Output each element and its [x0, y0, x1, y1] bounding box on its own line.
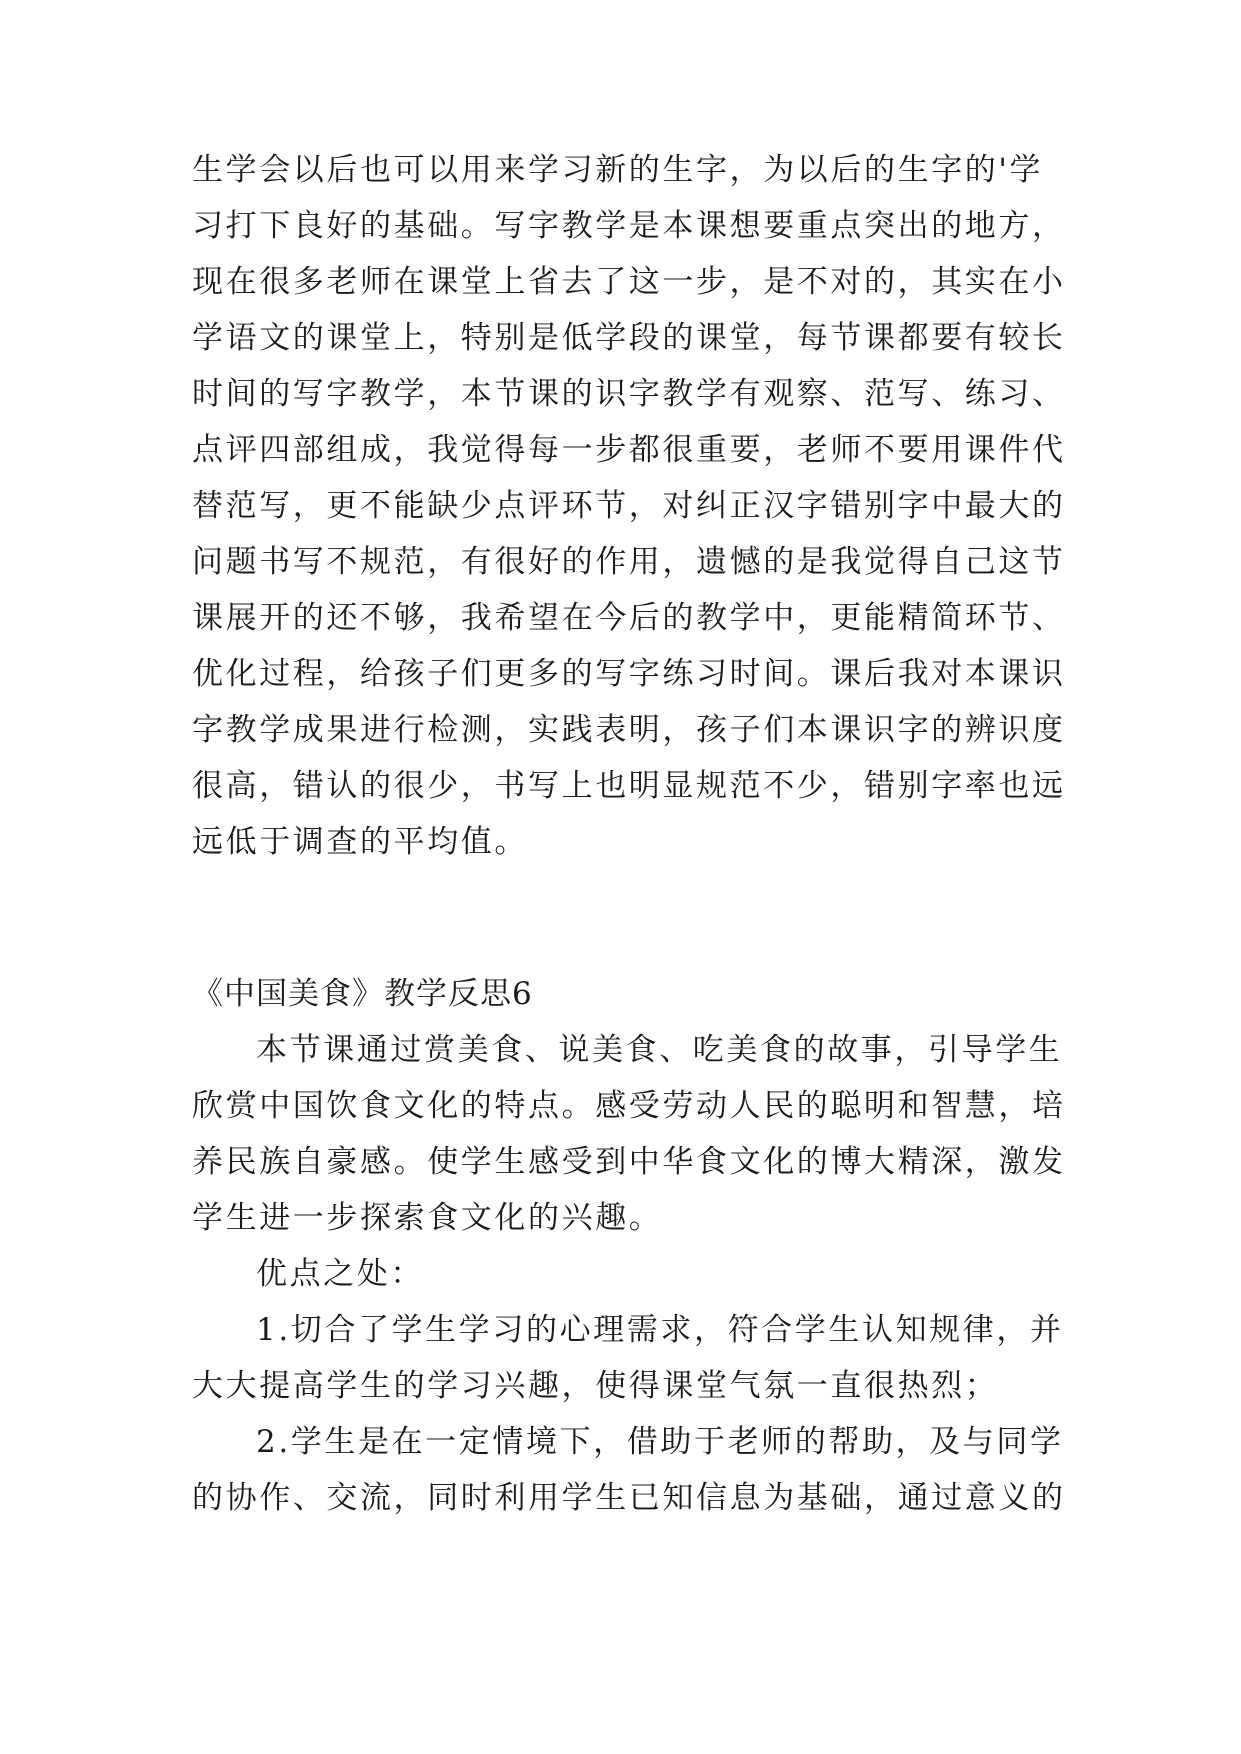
paragraph-line: 课展开的还不够，我希望在今后的教学中，更能精简环节、: [192, 600, 1066, 636]
list-item-line: 的协作、交流，同时利用学生已知信息为基础，通过意义的: [192, 1480, 1066, 1516]
paragraph-line: 习打下良好的基础。写字教学是本课想要重点突出的地方，: [192, 208, 1066, 244]
paragraph-line: 字教学成果进行检测，实践表明，孩子们本课识字的辨识度: [192, 712, 1066, 748]
list-item-line: 1.切合了学生学习的心理需求，符合学生认知规律，并: [256, 1312, 1064, 1348]
paragraph-line: 学语文的课堂上，特别是低学段的课堂，每节课都要有较长: [192, 320, 1066, 356]
list-item-line: 大大提高学生的学习兴趣，使得课堂气氛一直很热烈；: [192, 1368, 999, 1404]
paragraph-line: 远低于调查的平均值。: [192, 824, 528, 860]
paragraph-line: 点评四部组成，我觉得每一步都很重要，老师不要用课件代: [192, 432, 1066, 468]
paragraph-line: 欣赏中国饮食文化的特点。感受劳动人民的聪明和智慧，培: [192, 1088, 1066, 1124]
merits-label: 优点之处：: [256, 1256, 424, 1292]
paragraph-line: 现在很多老师在课堂上省去了这一步，是不对的，其实在小: [192, 264, 1066, 300]
list-item-line: 2.学生是在一定情境下，借助于老师的帮助，及与同学: [256, 1424, 1064, 1460]
paragraph-line: 替范写，更不能缺少点评环节，对纠正汉字错别字中最大的: [192, 488, 1066, 524]
paragraph-line: 学生进一步探索食文化的兴趣。: [192, 1200, 663, 1236]
paragraph-line: 时间的写字教学，本节课的识字教学有观察、范写、练习、: [192, 376, 1066, 412]
paragraph-line: 养民族自豪感。使学生感受到中华食文化的博大精深，激发: [192, 1144, 1066, 1180]
paragraph-line: 优化过程，给孩子们更多的写字练习时间。课后我对本课识: [192, 656, 1066, 692]
paragraph-line: 问题书写不规范，有很好的作用，遗憾的是我觉得自己这节: [192, 544, 1066, 580]
paragraph-line: 本节课通过赏美食、说美食、吃美食的故事，引导学生: [256, 1032, 1063, 1068]
paragraph-line: 生学会以后也可以用来学习新的生字，为以后的生字的'学: [192, 152, 1044, 188]
paragraph-line: 很高，错认的很少，书写上也明显规范不少，错别字率也远: [192, 768, 1066, 804]
section-title: 《中国美食》教学反思6: [192, 976, 533, 1012]
